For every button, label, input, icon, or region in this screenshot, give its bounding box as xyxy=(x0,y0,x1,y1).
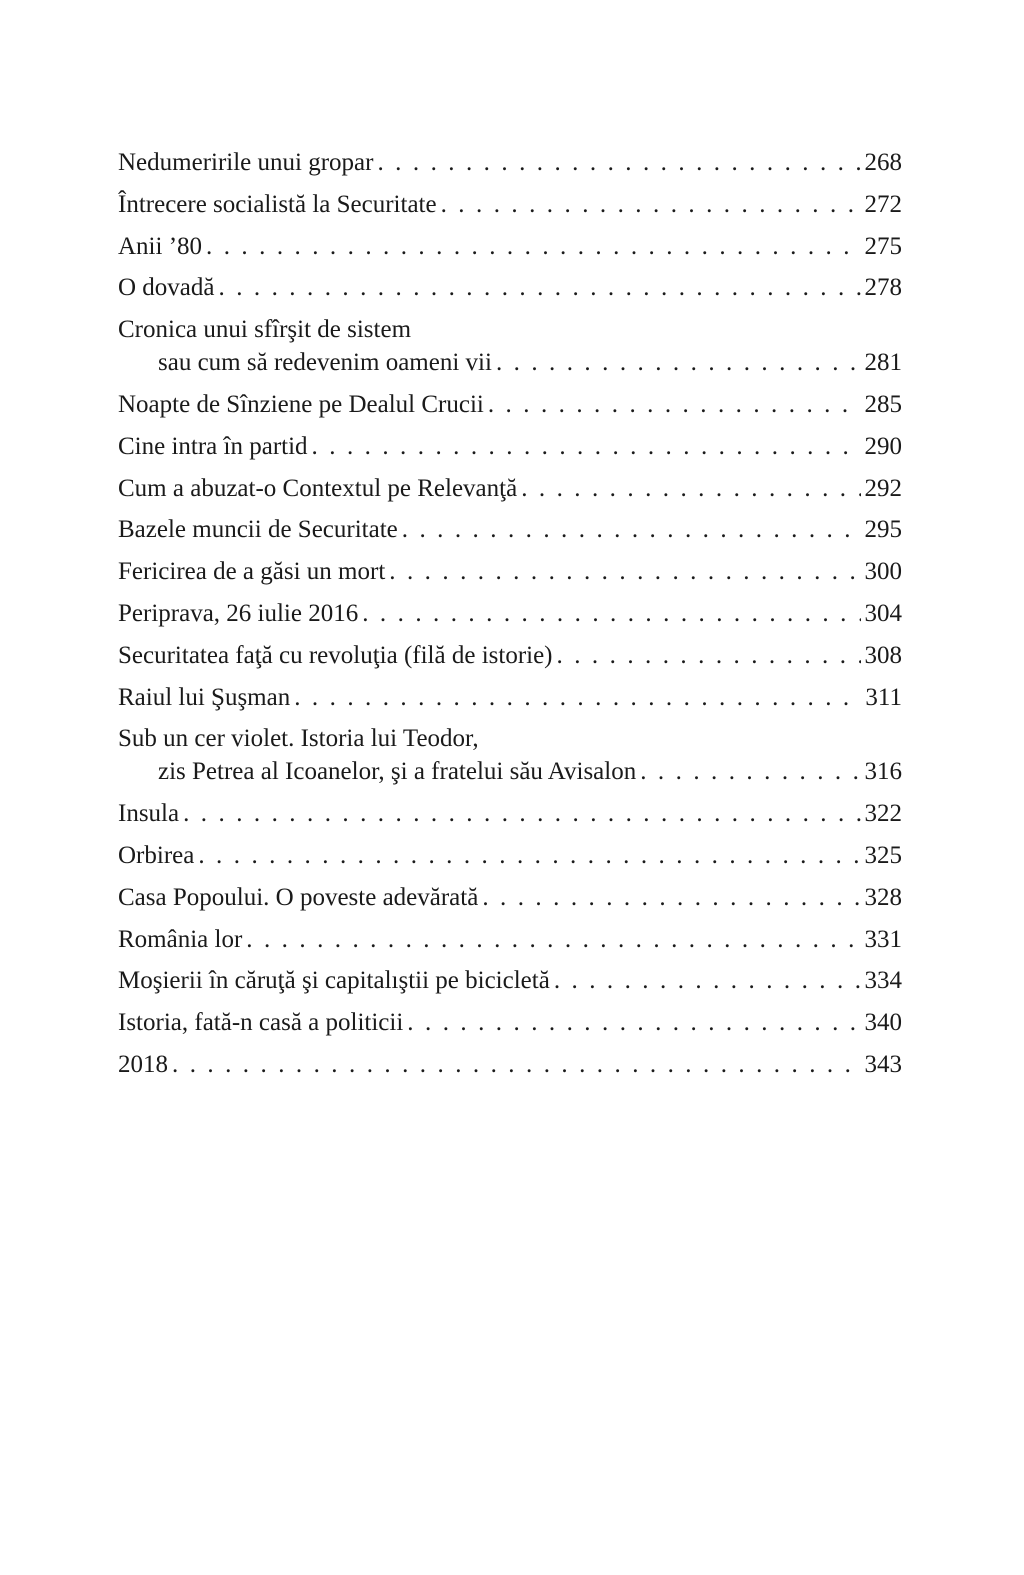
toc-entry-page: 325 xyxy=(864,841,902,869)
dot-leader xyxy=(206,230,860,263)
dot-leader xyxy=(377,146,860,179)
toc-entry-page: 278 xyxy=(864,274,902,302)
table-of-contents xyxy=(118,146,902,1090)
toc-entry-title: Moşierii în căruţă şi capitalıştii pe bicicletă xyxy=(118,967,550,995)
toc-entry xyxy=(118,188,902,221)
dot-leader xyxy=(219,271,861,304)
dot-leader xyxy=(362,597,860,630)
dot-leader xyxy=(407,1006,860,1039)
toc-entry-title: Istoria, fată-n casă a politicii xyxy=(118,1009,404,1037)
dot-leader xyxy=(496,346,861,379)
toc-entry-title-line1: Sub un cer violet. Istoria lui Teodor, xyxy=(118,725,479,753)
dot-leader xyxy=(294,681,861,714)
toc-entry-page: 322 xyxy=(864,800,902,828)
toc-entry-title: Bazele muncii de Securitate xyxy=(118,516,398,544)
toc-entry-page: 311 xyxy=(865,683,902,711)
toc-entry-title: Cine intra în partid xyxy=(118,432,308,460)
toc-entry-page: 275 xyxy=(864,232,902,260)
toc-entry xyxy=(118,230,902,263)
dot-leader xyxy=(482,881,860,914)
toc-entry xyxy=(118,839,902,872)
toc-entry-title: 2018 xyxy=(118,1050,168,1078)
toc-entry-title: Fericirea de a găsi un mort xyxy=(118,558,386,586)
toc-entry-page: 285 xyxy=(864,390,902,418)
toc-entry-page: 292 xyxy=(864,474,902,502)
toc-entry-title-line1: Cronica unui sfîrşit de sistem xyxy=(118,316,412,344)
toc-entry-page: 308 xyxy=(864,641,902,669)
toc-entry-title: Întrecere socialistă la Securitate xyxy=(118,190,437,218)
dot-leader xyxy=(183,797,860,830)
toc-entry-title: O dovadă xyxy=(118,274,215,302)
toc-entry-title: Insula xyxy=(118,800,180,828)
toc-entry xyxy=(118,639,902,672)
toc-entry-page: 334 xyxy=(864,967,902,995)
toc-entry-page: 328 xyxy=(864,883,902,911)
toc-entry-page: 316 xyxy=(864,758,902,786)
toc-entry xyxy=(118,964,902,997)
toc-entry xyxy=(118,722,902,788)
toc-entry xyxy=(118,681,902,714)
dot-leader xyxy=(488,388,861,421)
dot-leader xyxy=(554,964,861,997)
toc-entry-page: 281 xyxy=(864,349,902,377)
toc-entry xyxy=(118,146,902,179)
toc-entry xyxy=(118,555,902,588)
toc-entry xyxy=(118,1048,902,1081)
toc-entry-title: sau cum să redevenim oameni vii xyxy=(158,349,492,377)
toc-entry xyxy=(118,472,902,505)
toc-entry-page: 295 xyxy=(864,516,902,544)
toc-entry-title: Noapte de Sînziene pe Dealul Crucii xyxy=(118,390,484,418)
toc-entry-page: 343 xyxy=(864,1050,902,1078)
toc-entry xyxy=(118,1006,902,1039)
toc-entry xyxy=(118,430,902,463)
toc-entry-page: 272 xyxy=(864,190,902,218)
toc-entry-title: Casa Popoului. O poveste adevărată xyxy=(118,883,479,911)
toc-entry-title: Orbirea xyxy=(118,841,195,869)
dot-leader xyxy=(441,188,861,221)
dot-leader xyxy=(172,1048,861,1081)
dot-leader xyxy=(402,513,861,546)
toc-entry-page: 300 xyxy=(864,558,902,586)
toc-entry-title: Anii ’80 xyxy=(118,232,203,260)
toc-entry-title: Securitatea faţă cu revoluţia (filă de istorie) xyxy=(118,641,553,669)
toc-entry-page: 331 xyxy=(864,925,902,953)
toc-entry-title: Raiul lui Şuşman xyxy=(118,683,291,711)
toc-entry-page: 290 xyxy=(864,432,902,460)
toc-entry-title: România lor xyxy=(118,925,243,953)
toc-entry-title: zis Petrea al Icoanelor, şi a fratelui său Avisalon xyxy=(158,758,637,786)
dot-leader xyxy=(389,555,860,588)
toc-entry-title: Periprava, 26 iulie 2016 xyxy=(118,599,359,627)
toc-entry-title: Nedumeririle unui gropar xyxy=(118,149,374,176)
toc-entry xyxy=(118,881,902,914)
toc-entry-page: 340 xyxy=(864,1009,902,1037)
dot-leader xyxy=(312,430,861,463)
toc-entry-page: 268 xyxy=(864,149,902,176)
toc-entry xyxy=(118,313,902,379)
dot-leader xyxy=(521,472,860,505)
toc-entry xyxy=(118,923,902,956)
dot-leader xyxy=(640,755,860,788)
dot-leader xyxy=(198,839,860,872)
toc-entry xyxy=(118,513,902,546)
toc-entry xyxy=(118,797,902,830)
toc-entry xyxy=(118,597,902,630)
toc-entry-title: Cum a abuzat-o Contextul pe Relevanţă xyxy=(118,474,518,502)
toc-entry xyxy=(118,271,902,304)
toc-entry-page: 304 xyxy=(864,599,902,627)
dot-leader xyxy=(246,923,860,956)
dot-leader xyxy=(557,639,861,672)
toc-entry xyxy=(118,388,902,421)
